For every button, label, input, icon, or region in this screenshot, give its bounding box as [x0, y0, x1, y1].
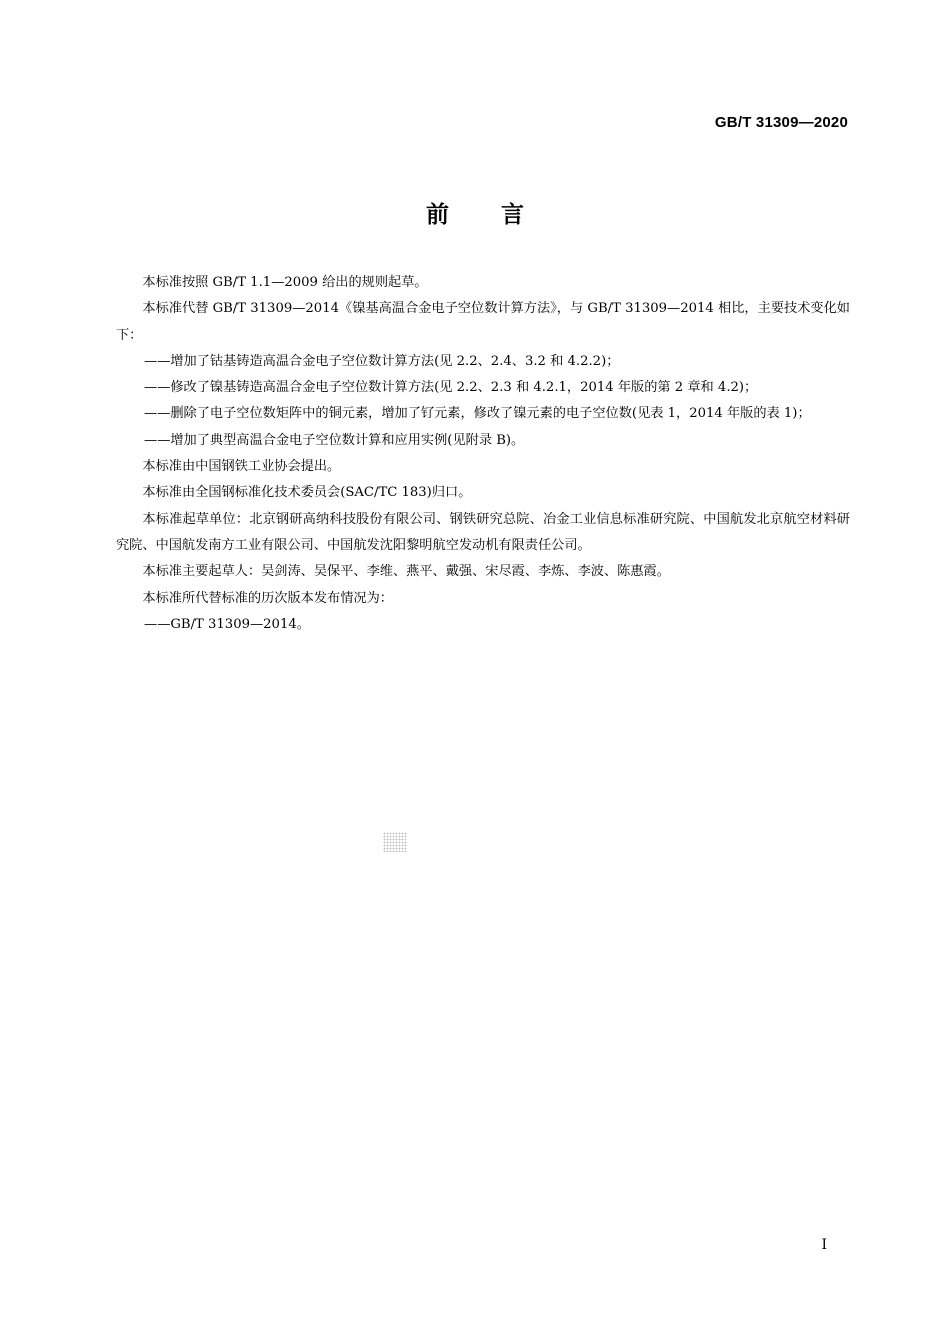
history-item: ——GB/T 31309—2014。	[144, 616, 310, 632]
paragraph-drafting-units: 本标准起草单位：北京钢研高纳科技股份有限公司、钢铁研究总院、冶金工业信息标准研究院、中国航发北京航空材料研究院、中国航发南方工业有限公司、中国航发沈阳黎明航空发动机有限责任公司。	[116, 511, 850, 553]
change-item: ——删除了电子空位数矩阵中的铜元素，增加了钌元素，修改了镍元素的电子空位数(见表 1，2014 年版的表 1)；	[144, 406, 811, 422]
page-number: I	[821, 1237, 827, 1253]
paragraph-drafting-rules: 本标准按照 GB/T 1.1—2009 给出的规则起草。	[142, 275, 428, 290]
standard-number: GB/T 31309—2020	[714, 114, 848, 131]
paragraph-committee: 本标准由全国钢标准化技术委员会(SAC/TC 183)归口。	[142, 485, 472, 501]
scan-artifact-mark	[383, 832, 407, 852]
change-item: ——增加了典型高温合金电子空位数计算和应用实例(见附录 B)。	[144, 432, 525, 448]
change-item: ——修改了镍基铸造高温合金电子空位数计算方法(见 2.2、2.3 和 4.2.1，2014 年版的第 2 章和 4.2)；	[144, 380, 758, 396]
change-item: ——增加了钴基铸造高温合金电子空位数计算方法(见 2.2、2.4、3.2 和 4.2.2)；	[144, 353, 620, 369]
paragraph-drafters: 本标准主要起草人：吴剑涛、吴保平、李维、燕平、戴强、宋尽霞、李炼、李波、陈惠霞。	[142, 564, 670, 580]
paragraph-proposer: 本标准由中国钢铁工业协会提出。	[142, 459, 341, 475]
page-title: 前言	[426, 202, 576, 228]
document-body	[116, 270, 850, 638]
paragraph-replacement: 本标准代替 GB/T 31309—2014《镍基高温合金电子空位数计算方法》，与 GB/T 31309—2014 相比，主要技术变化如下：	[116, 301, 850, 343]
paragraph-history: 本标准所代替标准的历次版本发布情况为：	[142, 590, 393, 606]
